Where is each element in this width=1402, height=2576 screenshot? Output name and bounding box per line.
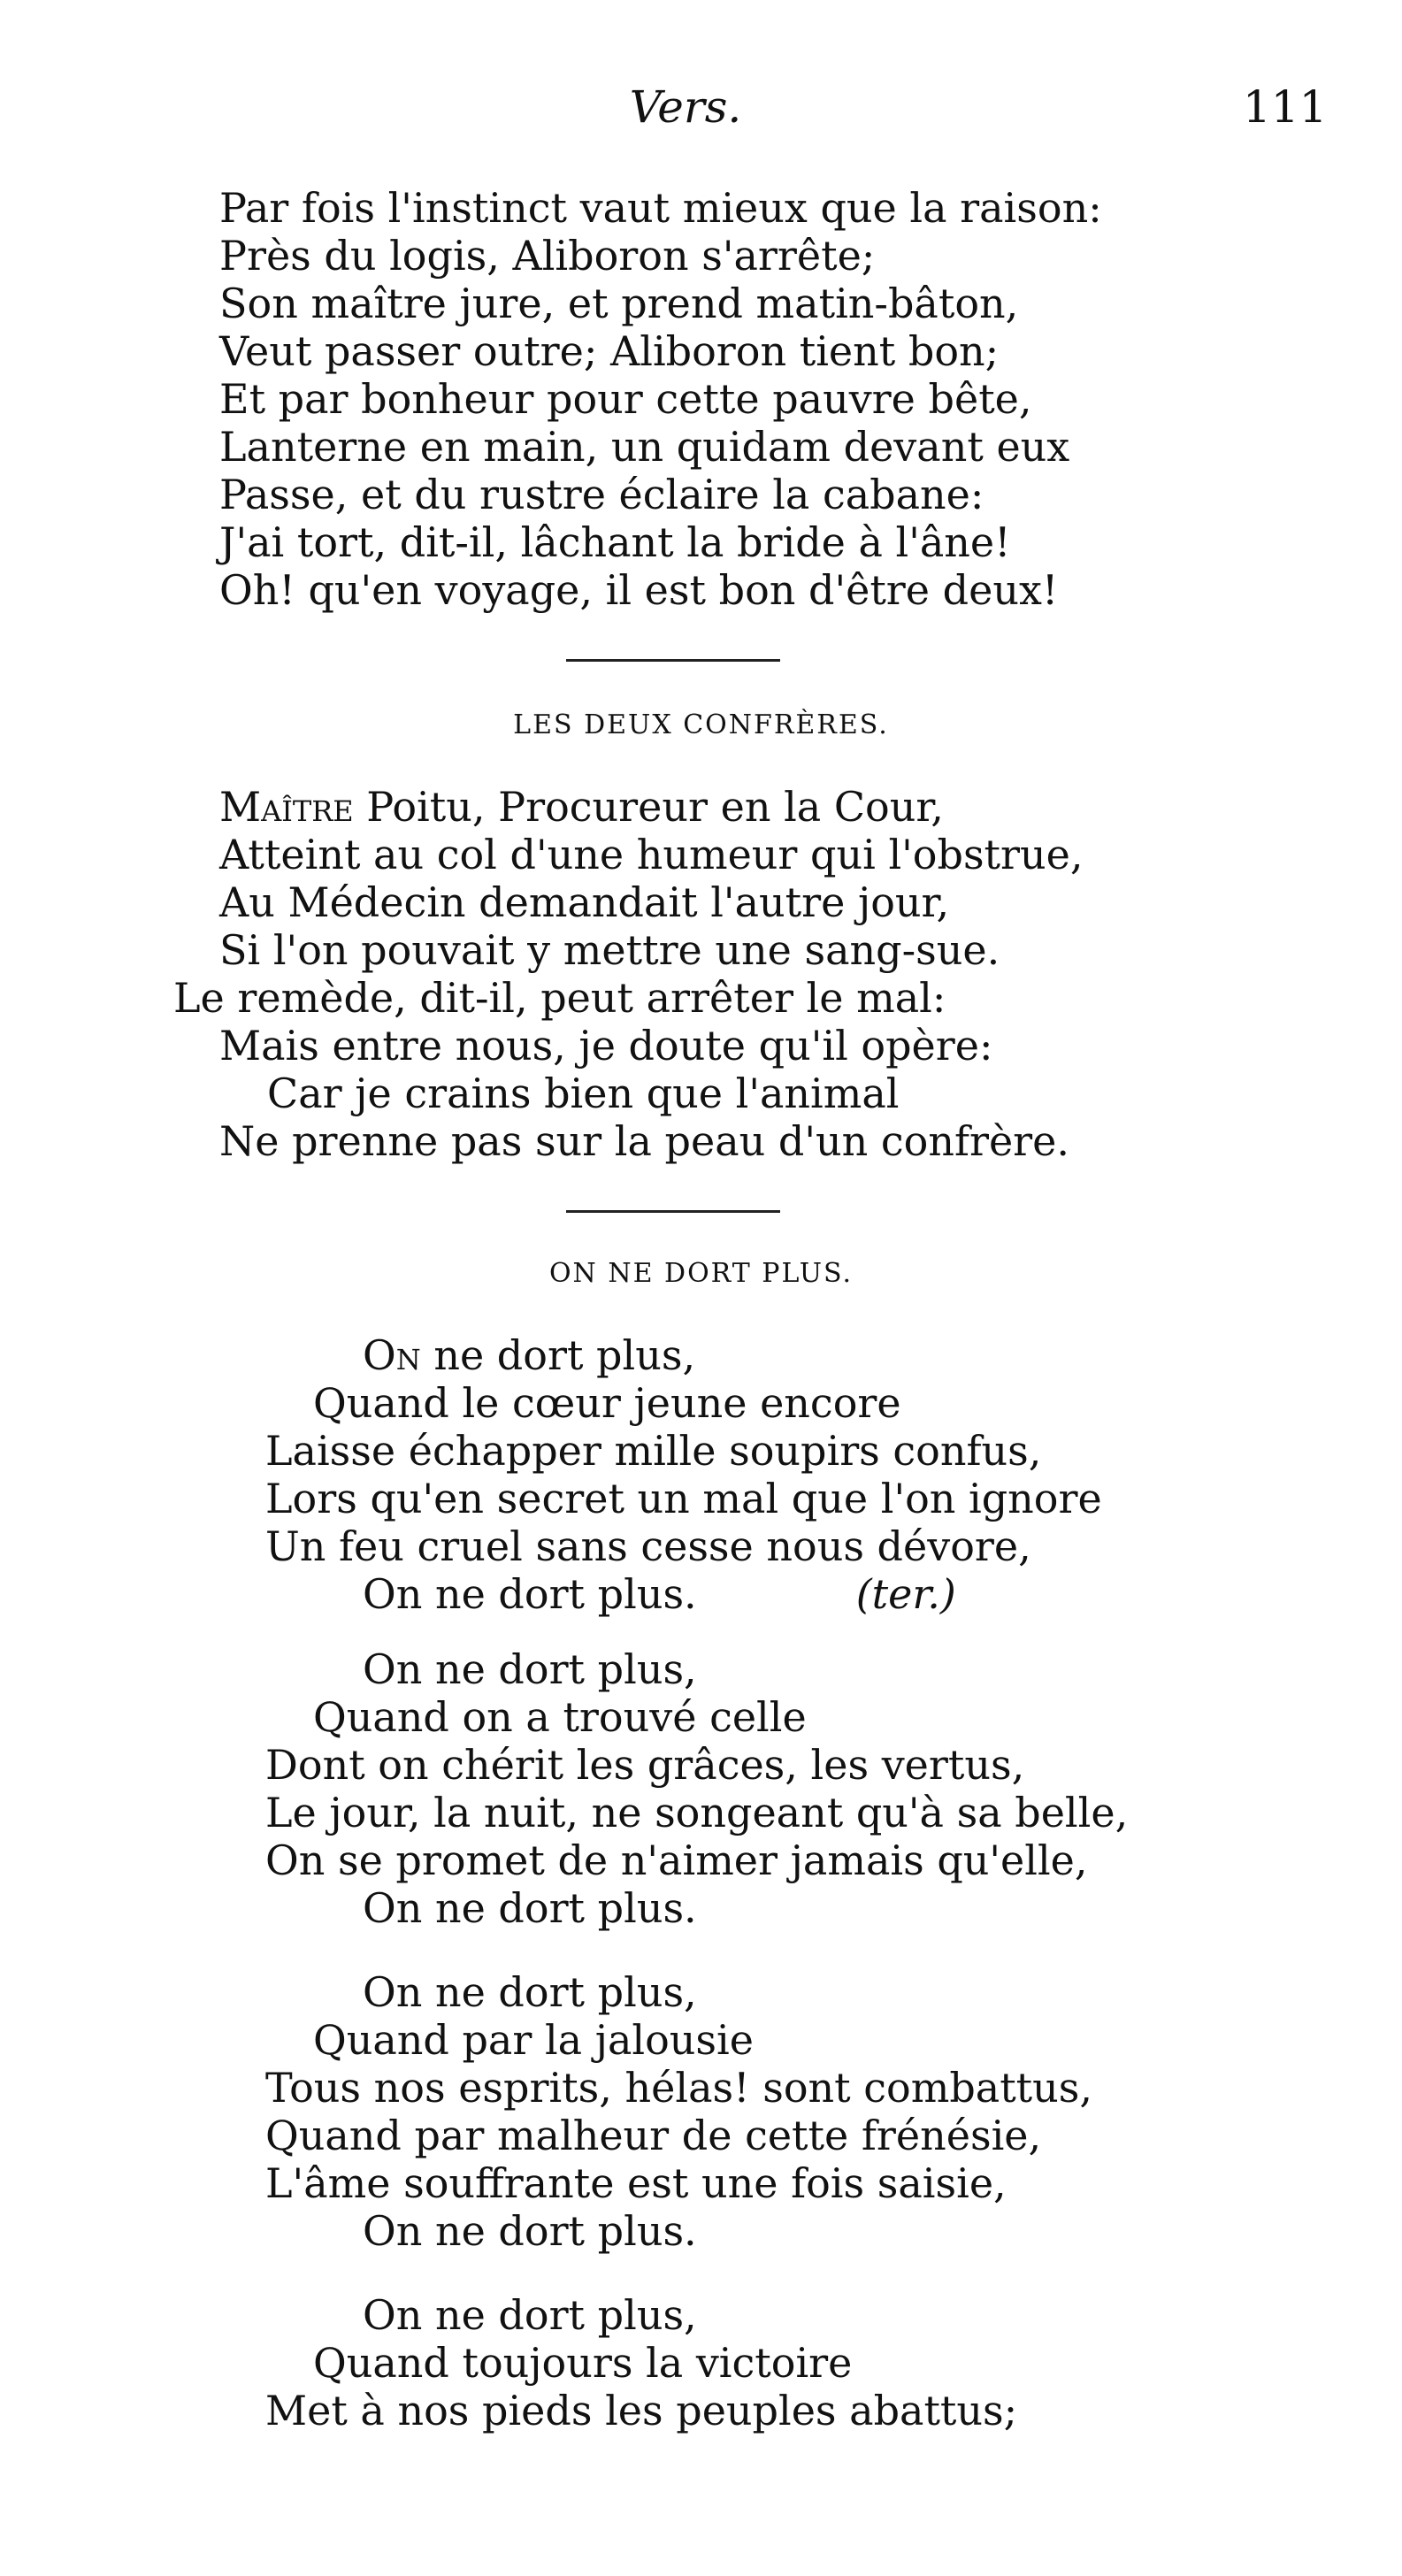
verse-line: Tous nos esprits, hélas! sont combattus, bbox=[265, 2064, 1093, 2112]
verse-line: On ne dort plus. bbox=[363, 1884, 697, 1932]
verse-line: Quand le cœur jeune encore bbox=[313, 1379, 901, 1427]
verse-line: J'ai tort, dit-il, lâchant la bride à l'âne! bbox=[219, 518, 1011, 566]
verse-line: On ne dort plus, bbox=[363, 2291, 697, 2339]
verse-line bbox=[363, 1331, 1102, 1379]
refrain-line: On ne dort plus. bbox=[363, 1570, 697, 1618]
verse-line: Mais entre nous, je doute qu'il opère: bbox=[219, 1022, 993, 1070]
verse-line: Laisse échapper mille soupirs confus, bbox=[265, 1427, 1042, 1475]
verse-line: Quand toujours la victoire bbox=[313, 2339, 853, 2387]
section-divider bbox=[566, 1210, 780, 1213]
page-number: 111 bbox=[1243, 81, 1328, 133]
verse-line: Par fois l'instinct vaut mieux que la raison: bbox=[219, 184, 1102, 232]
section-divider bbox=[566, 659, 780, 662]
poem2-stanza bbox=[173, 783, 1084, 1165]
verse-line: Dont on chérit les grâces, les vertus, bbox=[265, 1741, 1025, 1789]
verse-line: Au Médecin demandait l'autre jour, bbox=[219, 878, 950, 926]
verse-line: Quand par la jalousie bbox=[313, 2016, 754, 2064]
verse-line: Un feu cruel sans cesse nous dévore, bbox=[265, 1522, 1031, 1570]
verse-line: Près du logis, Aliboron s'arrête; bbox=[219, 232, 876, 280]
poem3-stanza-3 bbox=[265, 1968, 1092, 2255]
first-line-rest: Poitu, Procureur en la Cour, bbox=[353, 783, 944, 831]
verse-line: Quand on a trouvé celle bbox=[313, 1693, 807, 1741]
poem3-stanza-1 bbox=[265, 1331, 1102, 1618]
drop-word: Maître bbox=[219, 783, 354, 831]
verse-line: Et par bonheur pour cette pauvre bête, bbox=[219, 375, 1032, 423]
verse-line: Quand par malheur de cette frénésie, bbox=[265, 2112, 1042, 2159]
verse-line: Ne prenne pas sur la peau d'un confrère. bbox=[219, 1117, 1070, 1165]
verse-line bbox=[219, 783, 1084, 831]
verse-line: On ne dort plus, bbox=[363, 1645, 697, 1693]
verse-line bbox=[363, 1570, 1102, 1618]
verse-line: Met à nos pieds les peuples abattus; bbox=[265, 2387, 1018, 2434]
verse-line: On ne dort plus, bbox=[363, 1968, 697, 2016]
verse-line: Si l'on pouvait y mettre une sang-sue. bbox=[219, 926, 1000, 974]
refrain-note: (ter.) bbox=[855, 1570, 956, 1618]
poem3-stanza-4 bbox=[265, 2291, 1017, 2434]
drop-word: On bbox=[363, 1331, 421, 1379]
poem1-stanza bbox=[219, 184, 1102, 614]
running-header: Vers. bbox=[629, 81, 742, 133]
verse-line: Son maître jure, et prend matin-bâton, bbox=[219, 280, 1019, 327]
verse-line: Oh! qu'en voyage, il est bon d'être deux! bbox=[219, 566, 1059, 614]
verse-line: Lanterne en main, un quidam devant eux bbox=[219, 423, 1070, 471]
verse-line: On se promet de n'aimer jamais qu'elle, bbox=[265, 1836, 1088, 1884]
poem2-title: LES DEUX CONFRÈRES. bbox=[513, 709, 889, 740]
first-line-rest: ne dort plus, bbox=[420, 1331, 696, 1379]
verse-line: On ne dort plus. bbox=[363, 2207, 697, 2255]
verse-line: Car je crains bien que l'animal bbox=[267, 1070, 900, 1117]
verse-line: Passe, et du rustre éclaire la cabane: bbox=[219, 471, 984, 518]
verse-line: Le jour, la nuit, ne songeant qu'à sa belle, bbox=[265, 1789, 1129, 1836]
verse-line: L'âme souffrante est une fois saisie, bbox=[265, 2159, 1007, 2207]
verse-line: Atteint au col d'une humeur qui l'obstrue, bbox=[219, 831, 1084, 878]
poem3-title: ON NE DORT PLUS. bbox=[548, 1258, 854, 1289]
verse-line: Lors qu'en secret un mal que l'on ignore bbox=[265, 1475, 1102, 1522]
verse-line: Veut passer outre; Aliboron tient bon; bbox=[219, 327, 1000, 375]
poem3-stanza-2 bbox=[265, 1645, 1128, 1932]
verse-line: Le remède, dit-il, peut arrêter le mal: bbox=[173, 974, 946, 1022]
